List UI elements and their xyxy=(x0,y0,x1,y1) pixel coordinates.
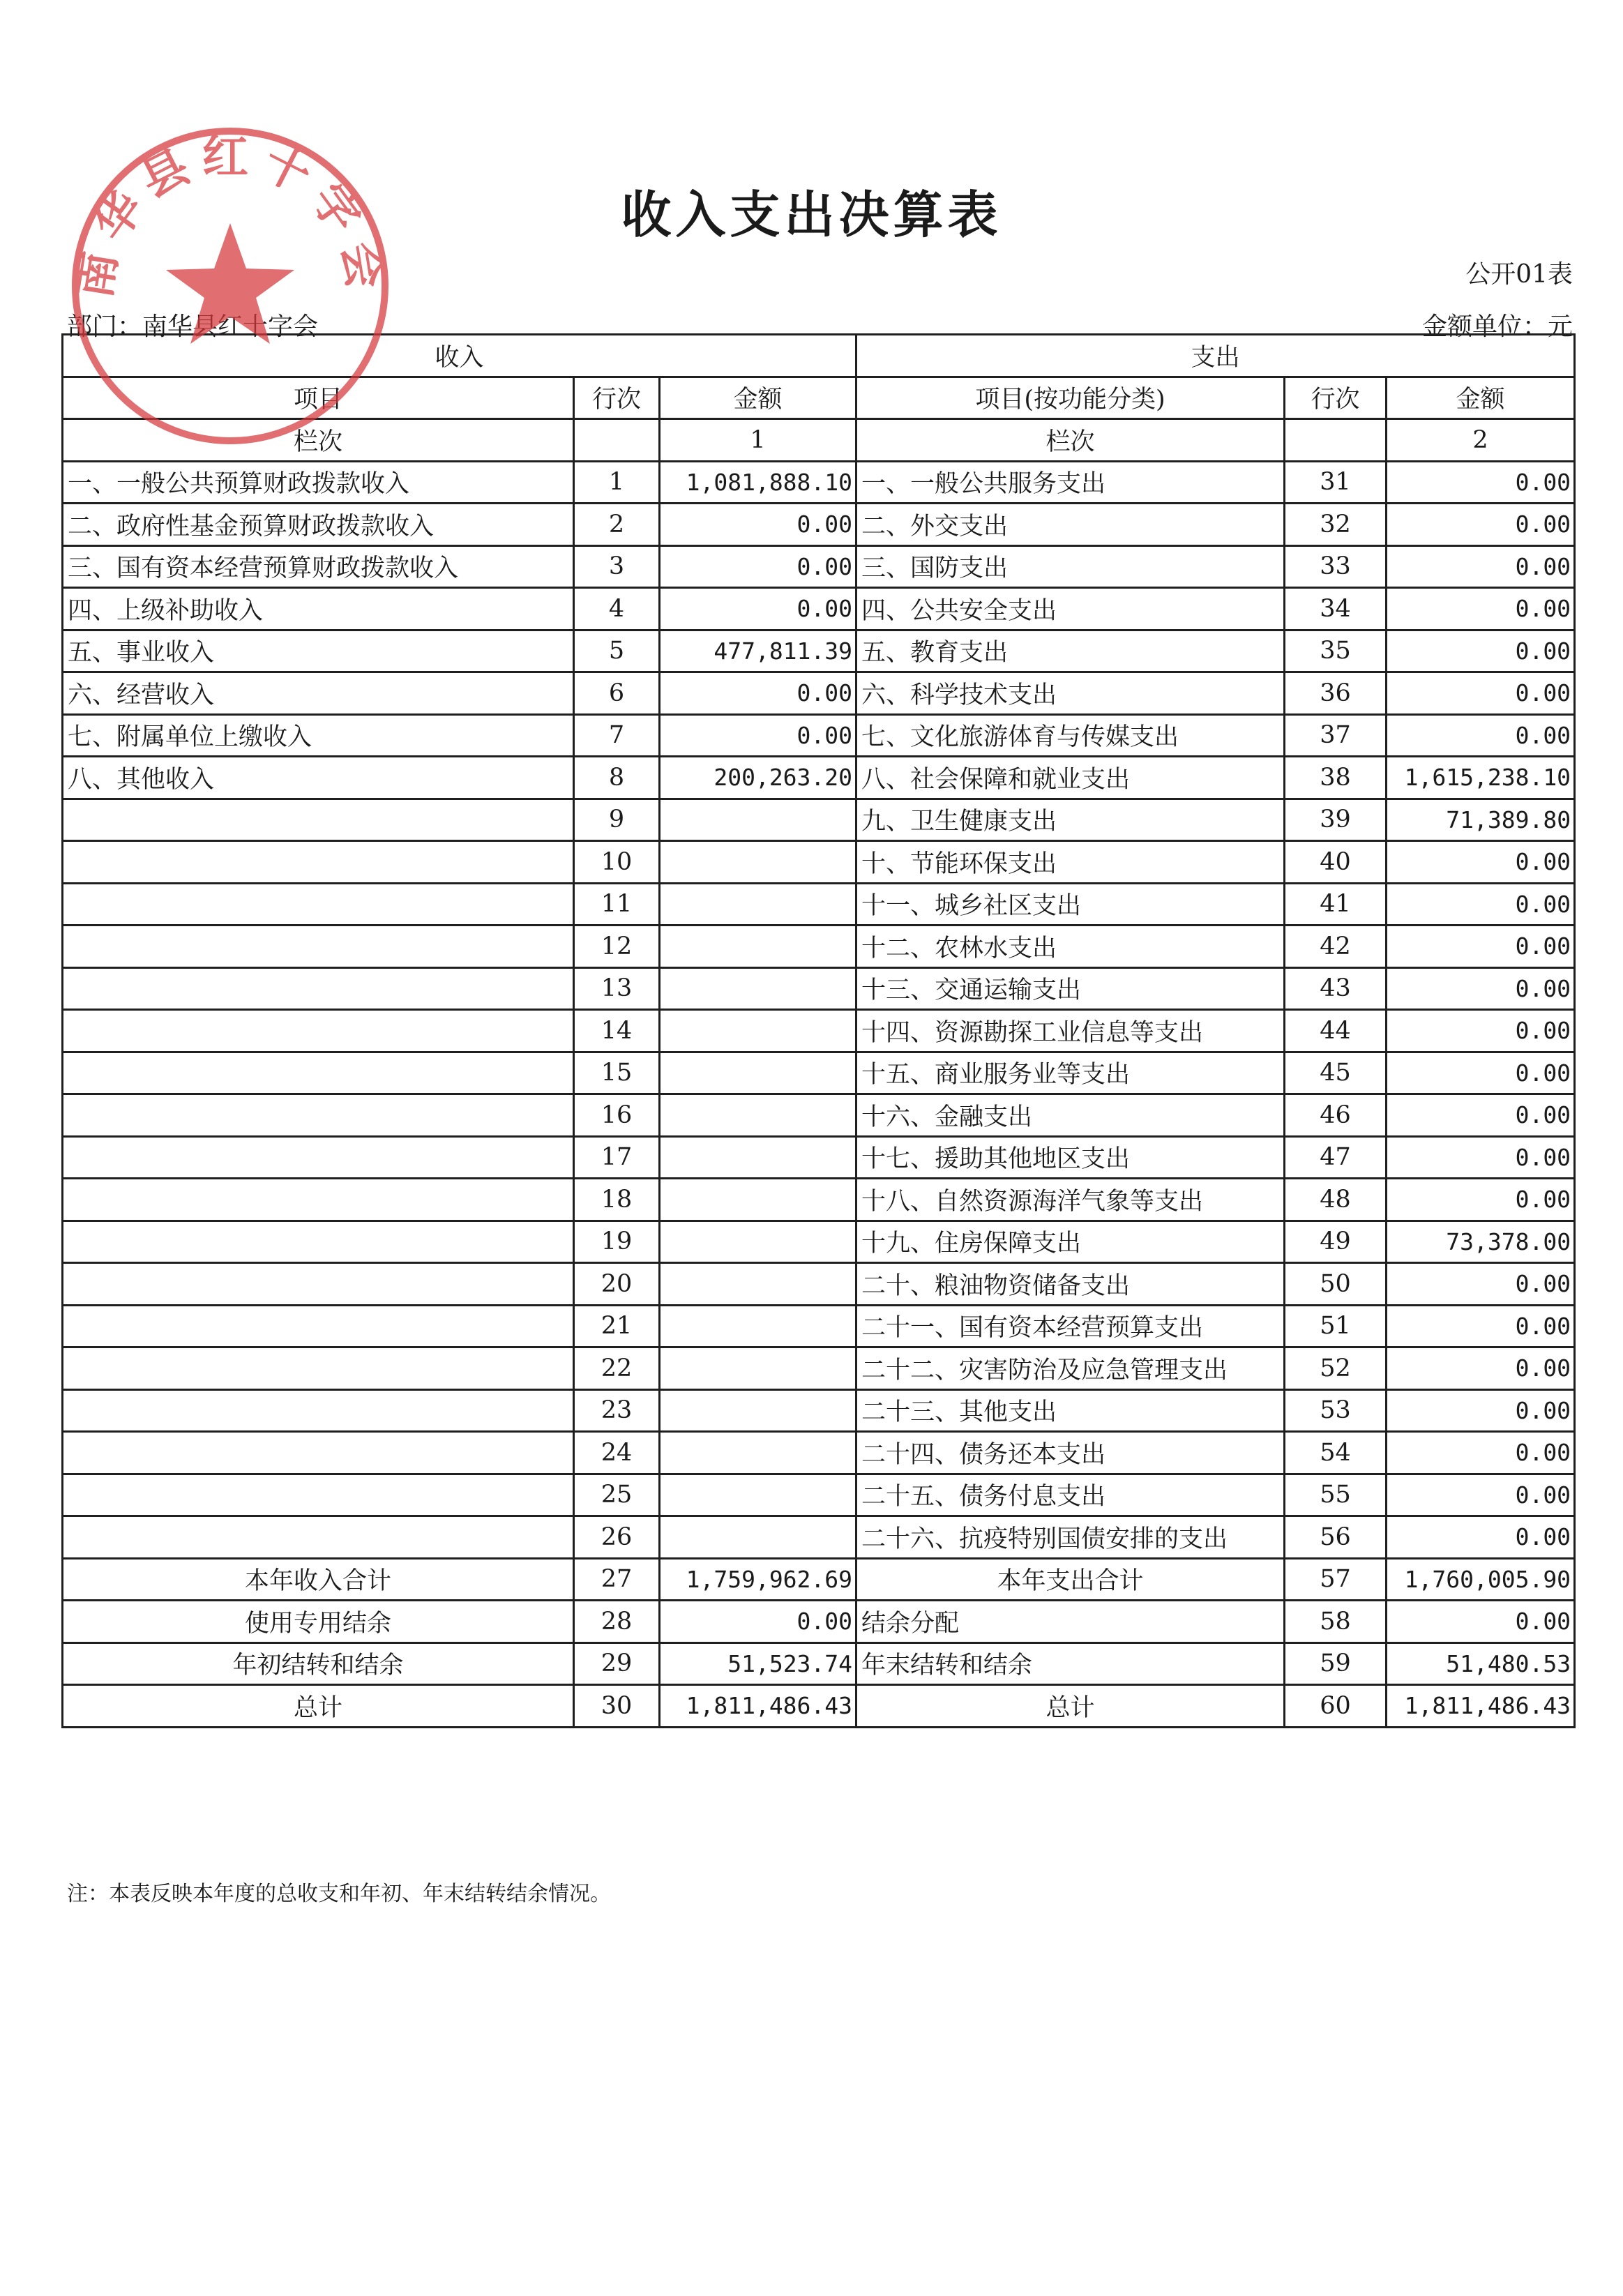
expense-amount-cell: 0.00 xyxy=(1387,1432,1575,1474)
income-item-cell: 二、政府性基金预算财政拨款收入 xyxy=(63,504,574,546)
income-amount-cell: 0.00 xyxy=(660,588,856,630)
income-line-cell: 8 xyxy=(574,757,660,799)
expense-line-cell: 54 xyxy=(1285,1432,1387,1474)
table-row xyxy=(63,757,1575,799)
income-item-cell: 三、国有资本经营预算财政拨款收入 xyxy=(63,545,574,588)
income-amount-cell: 1,811,486.43 xyxy=(660,1685,856,1728)
income-amount-cell: 0.00 xyxy=(660,1601,856,1643)
expense-line-cell: 43 xyxy=(1285,967,1387,1010)
expense-line-cell: 45 xyxy=(1285,1052,1387,1094)
income-line-cell: 2 xyxy=(574,504,660,546)
expense-item-cell: 九、卫生健康支出 xyxy=(856,799,1285,841)
red-cross-seal-stamp xyxy=(66,122,394,450)
expense-item-cell: 本年支出合计 xyxy=(856,1558,1285,1601)
income-expense-table xyxy=(61,333,1576,1728)
income-amount-cell xyxy=(660,1263,856,1306)
expense-line-cell: 49 xyxy=(1285,1221,1387,1263)
income-item-cell xyxy=(63,1052,574,1094)
expense-line-cell: 55 xyxy=(1285,1474,1387,1516)
expense-item-cell: 十一、城乡社区支出 xyxy=(856,883,1285,926)
expense-amount-cell: 0.00 xyxy=(1387,1052,1575,1094)
income-line-cell: 6 xyxy=(574,672,660,715)
table-row xyxy=(63,1221,1575,1263)
expense-amount-cell: 0.00 xyxy=(1387,883,1575,926)
summary-row xyxy=(63,1601,1575,1643)
income-item-cell: 七、附属单位上缴收入 xyxy=(63,714,574,757)
table-row xyxy=(63,967,1575,1010)
table-row xyxy=(63,672,1575,715)
table-row xyxy=(63,1305,1575,1347)
income-item-cell xyxy=(63,1094,574,1137)
expense-item-cell: 二十一、国有资本经营预算支出 xyxy=(856,1305,1285,1347)
income-line-cell: 23 xyxy=(574,1389,660,1432)
income-amount-cell xyxy=(660,1179,856,1221)
page-title: 收入支出决算表 xyxy=(621,185,1002,244)
income-amount-cell xyxy=(660,1305,856,1347)
income-line-cell: 13 xyxy=(574,967,660,1010)
expense-item-cell: 二十、粮油物资储备支出 xyxy=(856,1263,1285,1306)
income-item-cell: 一、一般公共预算财政拨款收入 xyxy=(63,461,574,504)
income-amount-cell: 200,263.20 xyxy=(660,757,856,799)
income-line-cell: 22 xyxy=(574,1347,660,1390)
income-amount-cell: 1,759,962.69 xyxy=(660,1558,856,1601)
expense-line-cell: 48 xyxy=(1285,1179,1387,1221)
expense-amount-cell: 0.00 xyxy=(1387,545,1575,588)
income-amount-cell xyxy=(660,1136,856,1179)
expense-amount-cell: 0.00 xyxy=(1387,967,1575,1010)
income-item-cell: 六、经营收入 xyxy=(63,672,574,715)
expense-line-cell: 33 xyxy=(1285,545,1387,588)
form-code: 公开01表 xyxy=(1465,260,1573,289)
income-line-cell: 27 xyxy=(574,1558,660,1601)
income-amount-header: 金额 xyxy=(660,377,856,419)
expense-item-cell: 八、社会保障和就业支出 xyxy=(856,757,1285,799)
expense-line-cell: 39 xyxy=(1285,799,1387,841)
income-line-cell: 28 xyxy=(574,1601,660,1643)
income-item-cell xyxy=(63,799,574,841)
table-row xyxy=(63,1516,1575,1559)
summary-row xyxy=(63,1642,1575,1685)
expense-amount-cell: 0.00 xyxy=(1387,1347,1575,1390)
income-line-cell: 5 xyxy=(574,630,660,672)
expense-line-cell: 52 xyxy=(1285,1347,1387,1390)
income-amount-cell xyxy=(660,1516,856,1559)
expense-item-cell: 二十六、抗疫特别国债安排的支出 xyxy=(856,1516,1285,1559)
table-row xyxy=(63,1389,1575,1432)
expense-section-header: 支出 xyxy=(856,335,1575,377)
table-row xyxy=(63,1052,1575,1094)
expense-item-cell: 三、国防支出 xyxy=(856,545,1285,588)
expense-item-cell: 四、公共安全支出 xyxy=(856,588,1285,630)
expense-amount-cell: 0.00 xyxy=(1387,1010,1575,1052)
expense-amount-cell: 0.00 xyxy=(1387,714,1575,757)
income-item-cell xyxy=(63,1474,574,1516)
expense-item-cell: 一、一般公共服务支出 xyxy=(856,461,1285,504)
table-row xyxy=(63,1094,1575,1137)
table-row xyxy=(63,714,1575,757)
income-amount-cell xyxy=(660,1010,856,1052)
expense-item-cell: 七、文化旅游体育与传媒支出 xyxy=(856,714,1285,757)
income-item-cell xyxy=(63,1305,574,1347)
income-amount-cell xyxy=(660,1432,856,1474)
expense-line-cell: 38 xyxy=(1285,757,1387,799)
table-row xyxy=(63,588,1575,630)
expense-amount-cell: 0.00 xyxy=(1387,672,1575,715)
expense-line-cell: 41 xyxy=(1285,883,1387,926)
expense-line-cell: 34 xyxy=(1285,588,1387,630)
expense-column-label: 栏次 xyxy=(856,419,1285,462)
table-row xyxy=(63,926,1575,968)
income-amount-cell: 477,811.39 xyxy=(660,630,856,672)
income-amount-cell xyxy=(660,1094,856,1137)
income-line-cell: 19 xyxy=(574,1221,660,1263)
expense-line-blank xyxy=(1285,419,1387,462)
expense-item-cell: 十八、自然资源海洋气象等支出 xyxy=(856,1179,1285,1221)
expense-line-cell: 31 xyxy=(1285,461,1387,504)
income-line-cell: 11 xyxy=(574,883,660,926)
expense-item-cell: 十四、资源勘探工业信息等支出 xyxy=(856,1010,1285,1052)
table-row xyxy=(63,1010,1575,1052)
income-line-cell: 16 xyxy=(574,1094,660,1137)
expense-amount-cell: 1,760,005.90 xyxy=(1387,1558,1575,1601)
income-item-cell xyxy=(63,1389,574,1432)
seal-text: 南华县红十字会 xyxy=(66,130,394,302)
expense-item-header: 项目(按功能分类) xyxy=(856,377,1285,419)
income-item-cell: 四、上级补助收入 xyxy=(63,588,574,630)
income-item-cell xyxy=(63,1432,574,1474)
expense-line-cell: 35 xyxy=(1285,630,1387,672)
expense-item-cell: 十三、交通运输支出 xyxy=(856,967,1285,1010)
expense-item-cell: 二十二、灾害防治及应急管理支出 xyxy=(856,1347,1285,1390)
expense-amount-cell: 0.00 xyxy=(1387,461,1575,504)
expense-item-cell: 二十四、债务还本支出 xyxy=(856,1432,1285,1474)
expense-item-cell: 五、教育支出 xyxy=(856,630,1285,672)
table-row xyxy=(63,841,1575,884)
expense-item-cell: 六、科学技术支出 xyxy=(856,672,1285,715)
income-amount-cell xyxy=(660,926,856,968)
table-row xyxy=(63,504,1575,546)
income-line-cell: 18 xyxy=(574,1179,660,1221)
income-line-blank xyxy=(574,419,660,462)
income-section-header: 收入 xyxy=(63,335,856,377)
expense-amount-cell: 0.00 xyxy=(1387,1136,1575,1179)
income-amount-cell xyxy=(660,883,856,926)
income-line-cell: 15 xyxy=(574,1052,660,1094)
expense-line-cell: 53 xyxy=(1285,1389,1387,1432)
expense-item-cell: 十六、金融支出 xyxy=(856,1094,1285,1137)
income-item-cell xyxy=(63,1347,574,1390)
department-label: 部门：南华县红十字会 xyxy=(67,312,319,341)
income-amount-cell: 0.00 xyxy=(660,714,856,757)
expense-amount-cell: 0.00 xyxy=(1387,1094,1575,1137)
income-column-label: 栏次 xyxy=(63,419,574,462)
income-item-cell xyxy=(63,1179,574,1221)
summary-row xyxy=(63,1685,1575,1728)
table-row xyxy=(63,1263,1575,1306)
table-row xyxy=(63,1347,1575,1390)
expense-amount-cell: 73,378.00 xyxy=(1387,1221,1575,1263)
income-item-cell xyxy=(63,1136,574,1179)
expense-item-cell: 年末结转和结余 xyxy=(856,1642,1285,1685)
income-line-cell: 7 xyxy=(574,714,660,757)
income-item-cell xyxy=(63,883,574,926)
expense-line-cell: 42 xyxy=(1285,926,1387,968)
table-row xyxy=(63,799,1575,841)
expense-line-cell: 56 xyxy=(1285,1516,1387,1559)
expense-amount-cell: 0.00 xyxy=(1387,1305,1575,1347)
income-item-cell xyxy=(63,1263,574,1306)
expense-line-cell: 51 xyxy=(1285,1305,1387,1347)
income-item-cell xyxy=(63,926,574,968)
table-row xyxy=(63,461,1575,504)
income-item-cell: 使用专用结余 xyxy=(63,1601,574,1643)
expense-item-cell: 十九、住房保障支出 xyxy=(856,1221,1285,1263)
table-row xyxy=(63,1179,1575,1221)
income-item-cell xyxy=(63,1010,574,1052)
income-amount-cell: 0.00 xyxy=(660,504,856,546)
income-line-cell: 1 xyxy=(574,461,660,504)
expense-amount-cell: 0.00 xyxy=(1387,1601,1575,1643)
expense-amount-cell: 0.00 xyxy=(1387,504,1575,546)
income-line-cell: 9 xyxy=(574,799,660,841)
expense-line-cell: 50 xyxy=(1285,1263,1387,1306)
income-item-cell xyxy=(63,967,574,1010)
income-column-number: 1 xyxy=(660,419,856,462)
expense-item-cell: 结余分配 xyxy=(856,1601,1285,1643)
expense-item-cell: 十五、商业服务业等支出 xyxy=(856,1052,1285,1094)
expense-amount-cell: 0.00 xyxy=(1387,1474,1575,1516)
income-amount-cell xyxy=(660,1347,856,1390)
income-amount-cell xyxy=(660,799,856,841)
income-item-cell xyxy=(63,841,574,884)
income-item-cell: 年初结转和结余 xyxy=(63,1642,574,1685)
expense-amount-header: 金额 xyxy=(1387,377,1575,419)
income-amount-cell xyxy=(660,1474,856,1516)
income-item-cell xyxy=(63,1516,574,1559)
income-line-cell: 30 xyxy=(574,1685,660,1728)
expense-line-cell: 32 xyxy=(1285,504,1387,546)
income-line-cell: 12 xyxy=(574,926,660,968)
expense-amount-cell: 0.00 xyxy=(1387,841,1575,884)
income-line-cell: 29 xyxy=(574,1642,660,1685)
income-line-cell: 25 xyxy=(574,1474,660,1516)
table-row xyxy=(63,1136,1575,1179)
income-amount-cell xyxy=(660,1389,856,1432)
income-item-cell: 五、事业收入 xyxy=(63,630,574,672)
expense-amount-cell: 0.00 xyxy=(1387,588,1575,630)
expense-amount-cell: 1,615,238.10 xyxy=(1387,757,1575,799)
summary-row xyxy=(63,1558,1575,1601)
expense-line-cell: 47 xyxy=(1285,1136,1387,1179)
income-amount-cell xyxy=(660,967,856,1010)
income-line-cell: 26 xyxy=(574,1516,660,1559)
expense-amount-cell: 0.00 xyxy=(1387,1263,1575,1306)
expense-amount-cell: 71,389.80 xyxy=(1387,799,1575,841)
income-item-cell: 总计 xyxy=(63,1685,574,1728)
expense-amount-cell: 51,480.53 xyxy=(1387,1642,1575,1685)
income-item-cell xyxy=(63,1221,574,1263)
income-item-header: 项目 xyxy=(63,377,574,419)
expense-amount-cell: 0.00 xyxy=(1387,1389,1575,1432)
expense-line-cell: 46 xyxy=(1285,1094,1387,1137)
income-line-header: 行次 xyxy=(574,377,660,419)
income-line-cell: 24 xyxy=(574,1432,660,1474)
income-item-cell: 八、其他收入 xyxy=(63,757,574,799)
expense-item-cell: 二、外交支出 xyxy=(856,504,1285,546)
income-amount-cell xyxy=(660,1052,856,1094)
income-line-cell: 17 xyxy=(574,1136,660,1179)
expense-item-cell: 总计 xyxy=(856,1685,1285,1728)
expense-item-cell: 二十五、债务付息支出 xyxy=(856,1474,1285,1516)
expense-amount-cell: 0.00 xyxy=(1387,1179,1575,1221)
expense-amount-cell: 1,811,486.43 xyxy=(1387,1685,1575,1728)
expense-item-cell: 十七、援助其他地区支出 xyxy=(856,1136,1285,1179)
expense-item-cell: 十二、农林水支出 xyxy=(856,926,1285,968)
expense-line-cell: 40 xyxy=(1285,841,1387,884)
income-amount-cell: 0.00 xyxy=(660,672,856,715)
income-line-cell: 10 xyxy=(574,841,660,884)
expense-item-cell: 二十三、其他支出 xyxy=(856,1389,1285,1432)
table-row xyxy=(63,1474,1575,1516)
income-amount-cell: 51,523.74 xyxy=(660,1642,856,1685)
income-amount-cell: 0.00 xyxy=(660,545,856,588)
expense-line-cell: 60 xyxy=(1285,1685,1387,1728)
expense-line-cell: 36 xyxy=(1285,672,1387,715)
table-row xyxy=(63,545,1575,588)
expense-amount-cell: 0.00 xyxy=(1387,926,1575,968)
income-amount-cell xyxy=(660,1221,856,1263)
income-amount-cell: 1,081,888.10 xyxy=(660,461,856,504)
income-line-cell: 20 xyxy=(574,1263,660,1306)
income-line-cell: 3 xyxy=(574,545,660,588)
expense-line-cell: 37 xyxy=(1285,714,1387,757)
expense-amount-cell: 0.00 xyxy=(1387,1516,1575,1559)
table-row xyxy=(63,1432,1575,1474)
expense-line-cell: 58 xyxy=(1285,1601,1387,1643)
table-note: 注：本表反映本年度的总收支和年初、年末结转结余情况。 xyxy=(67,1882,611,1906)
income-amount-cell xyxy=(660,841,856,884)
income-item-cell: 本年收入合计 xyxy=(63,1558,574,1601)
expense-line-cell: 59 xyxy=(1285,1642,1387,1685)
expense-item-cell: 十、节能环保支出 xyxy=(856,841,1285,884)
expense-amount-cell: 0.00 xyxy=(1387,630,1575,672)
income-line-cell: 21 xyxy=(574,1305,660,1347)
table-row xyxy=(63,630,1575,672)
table-row xyxy=(63,883,1575,926)
expense-line-cell: 57 xyxy=(1285,1558,1387,1601)
expense-line-cell: 44 xyxy=(1285,1010,1387,1052)
income-line-cell: 14 xyxy=(574,1010,660,1052)
unit-label: 金额单位：元 xyxy=(1421,312,1573,341)
expense-line-header: 行次 xyxy=(1285,377,1387,419)
income-line-cell: 4 xyxy=(574,588,660,630)
expense-column-number: 2 xyxy=(1387,419,1575,462)
